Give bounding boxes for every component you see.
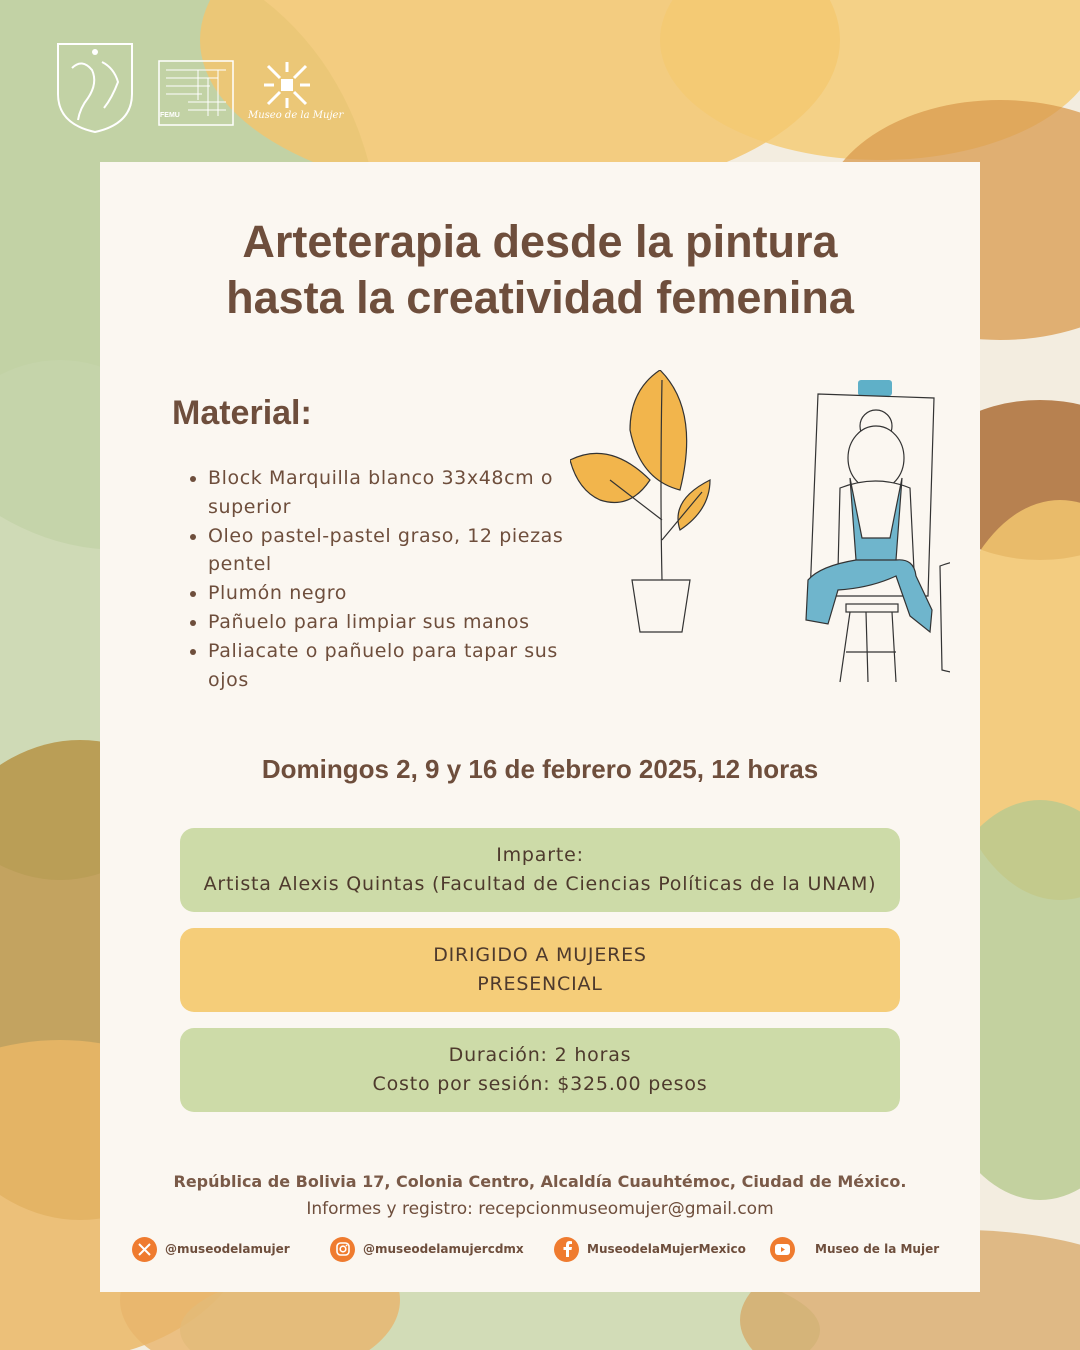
social-handle: MuseodelaMujerMexico bbox=[587, 1242, 746, 1256]
instagram-icon bbox=[330, 1237, 355, 1262]
unam-logo-icon bbox=[52, 38, 138, 134]
audience-box bbox=[180, 928, 900, 1012]
social-handle: @museodelamujercdmx bbox=[363, 1242, 524, 1256]
event-card bbox=[100, 162, 980, 1292]
femu-logo-text: FEMU bbox=[160, 112, 180, 119]
social-handle: @museodelamujer bbox=[165, 1242, 290, 1256]
museo-logo-icon bbox=[262, 60, 312, 110]
x-icon bbox=[132, 1237, 157, 1262]
contact-text: Informes y registro: recepcionmuseomujer@gmail.com bbox=[306, 1199, 774, 1219]
social-facebook[interactable] bbox=[554, 1236, 746, 1262]
title-line-2: hasta la creatividad femenina bbox=[226, 272, 854, 323]
facebook-icon bbox=[554, 1237, 579, 1262]
list-item: • Block Marquilla blanco 33x48cm o superior bbox=[208, 464, 588, 522]
event-title bbox=[100, 214, 980, 326]
logo-bar bbox=[52, 38, 352, 138]
painter-illustration bbox=[570, 370, 950, 690]
social-youtube[interactable] bbox=[770, 1236, 939, 1262]
audience-line-1: DIRIGIDO A MUJERES bbox=[433, 944, 647, 966]
duration-text: Duración: 2 horas bbox=[448, 1044, 632, 1066]
museo-logo-text: Museo de la Mujer bbox=[248, 110, 344, 121]
social-handle: Museo de la Mujer bbox=[815, 1242, 940, 1256]
event-schedule: Domingos 2, 9 y 16 de febrero 2025, 12 horas bbox=[261, 754, 819, 784]
list-item: • Paliacate o pañuelo para tapar sus ojos bbox=[208, 637, 588, 695]
audience-line-2: PRESENCIAL bbox=[477, 973, 603, 995]
list-item: • Pañuelo para limpiar sus manos bbox=[208, 608, 588, 637]
cost-text: Costo por sesión: $325.00 pesos bbox=[372, 1073, 708, 1095]
title-line-1: Arteterapia desde la pintura bbox=[242, 216, 838, 267]
instructor-box bbox=[180, 828, 900, 912]
list-item: • Oleo pastel-pastel graso, 12 piezas pentel bbox=[208, 522, 588, 580]
youtube-icon bbox=[770, 1237, 795, 1262]
social-instagram[interactable] bbox=[330, 1236, 524, 1262]
material-heading: Material: bbox=[172, 394, 312, 432]
social-x[interactable] bbox=[132, 1236, 290, 1262]
details-box bbox=[180, 1028, 900, 1112]
instructor-label: Imparte: bbox=[496, 844, 584, 866]
list-item: • Plumón negro bbox=[208, 579, 588, 608]
material-list bbox=[188, 464, 588, 694]
instructor-name: Artista Alexis Quintas (Facultad de Ciencias Políticas de la UNAM) bbox=[203, 873, 877, 895]
address-text: República de Bolivia 17, Colonia Centro, Alcaldía Cuauhtémoc, Ciudad de México. bbox=[173, 1172, 907, 1191]
